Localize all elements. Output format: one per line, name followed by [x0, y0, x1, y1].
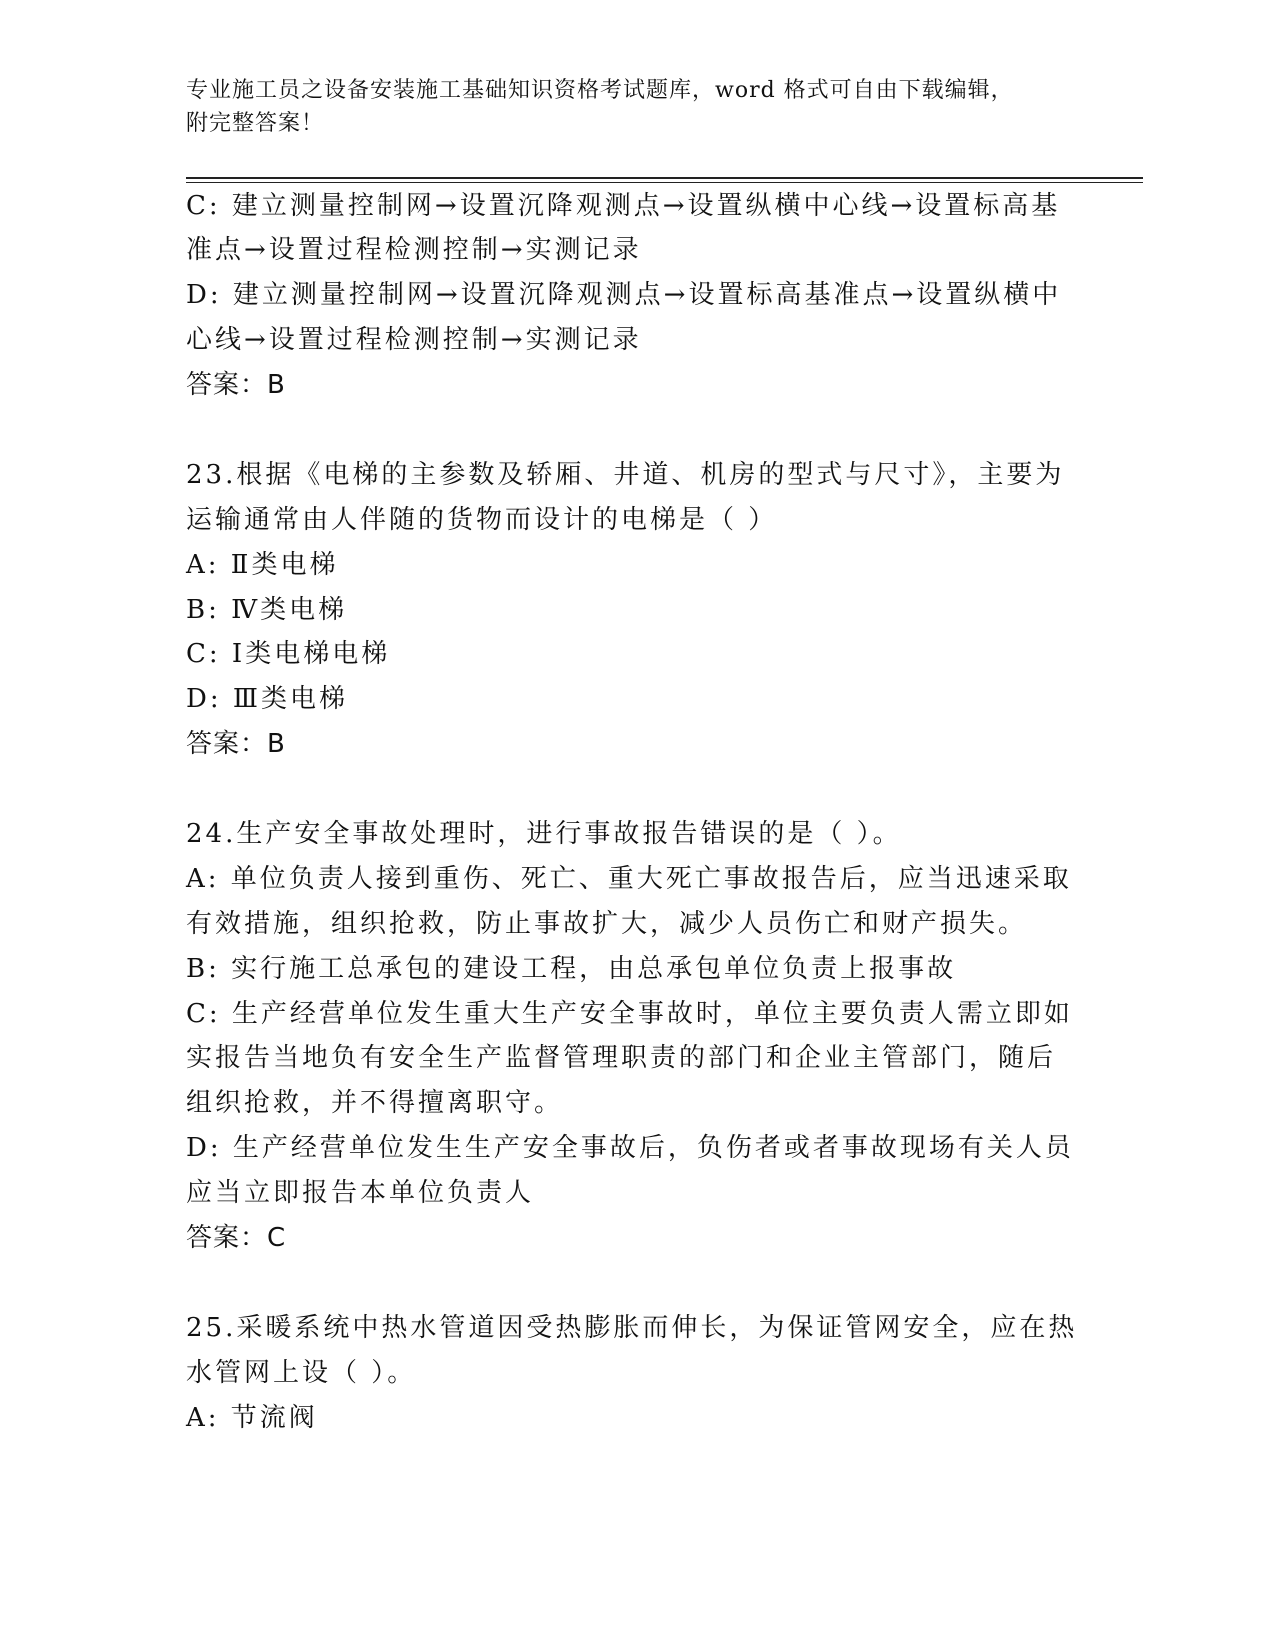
header-divider-thin	[186, 182, 1143, 183]
q22-option-c-line-2: 准点→设置过程检测控制→实测记录	[186, 235, 642, 265]
q25-option-a: A: 节流阀	[186, 1403, 318, 1433]
header-line-1: 专业施工员之设备安装施工基础知识资格考试题库，word 格式可自由下载编辑，	[186, 78, 1014, 103]
q22-answer: 答案：B	[186, 370, 286, 400]
q23-option-c: C: Ⅰ类电梯电梯	[186, 639, 391, 669]
header-divider-thick	[186, 177, 1143, 179]
q22-option-d-line-1: D: 建立测量控制网→设置沉降观测点→设置标高基准点→设置纵横中	[186, 280, 1062, 310]
q23-stem-line-2: 运输通常由人伴随的货物而设计的电梯是（ ）	[186, 505, 778, 535]
q24-stem: 24.生产安全事故处理时，进行事故报告错误的是（ ）。	[186, 819, 902, 849]
q24-option-c-line-1: C: 生产经营单位发生重大生产安全事故时，单位主要负责人需立即如	[186, 999, 1073, 1029]
q23-answer: 答案：B	[186, 729, 286, 759]
q24-option-a-line-1: A: 单位负责人接到重伤、死亡、重大死亡事故报告后，应当迅速采取	[186, 864, 1072, 894]
q24-option-c-line-2: 实报告当地负有安全生产监督管理职责的部门和企业主管部门，随后	[186, 1043, 1057, 1073]
q23-option-d: D: Ⅲ类电梯	[186, 684, 348, 714]
q24-option-d-line-2: 应当立即报告本单位负责人	[186, 1178, 535, 1208]
q23-option-a: A: Ⅱ类电梯	[186, 550, 339, 580]
q24-option-b: B: 实行施工总承包的建设工程，由总承包单位负责上报事故	[186, 954, 957, 984]
q23-stem-line-1: 23.根据《电梯的主参数及轿厢、井道、机房的型式与尺寸》，主要为	[186, 460, 1065, 490]
header-line-2: 附完整答案！	[186, 111, 325, 136]
q23-option-b: B: Ⅳ类电梯	[186, 595, 348, 625]
q24-option-d-line-1: D: 生产经营单位发生生产安全事故后，负伤者或者事故现场有关人员	[186, 1133, 1074, 1163]
q24-option-c-line-3: 组织抢救，并不得擅离职守。	[186, 1088, 564, 1118]
q24-answer: 答案：C	[186, 1223, 287, 1253]
q22-option-d-line-2: 心线→设置过程检测控制→实测记录	[186, 325, 642, 355]
q25-stem-line-1: 25.采暖系统中热水管道因受热膨胀而伸长，为保证管网安全，应在热	[186, 1313, 1078, 1343]
document-header	[186, 74, 1066, 140]
q25-stem-line-2: 水管网上设（ ）。	[186, 1358, 417, 1388]
q24-option-a-line-2: 有效措施，组织抢救，防止事故扩大，减少人员伤亡和财产损失。	[186, 909, 1028, 939]
q22-option-c-line-1: C: 建立测量控制网→设置沉降观测点→设置纵横中心线→设置标高基	[186, 191, 1061, 221]
